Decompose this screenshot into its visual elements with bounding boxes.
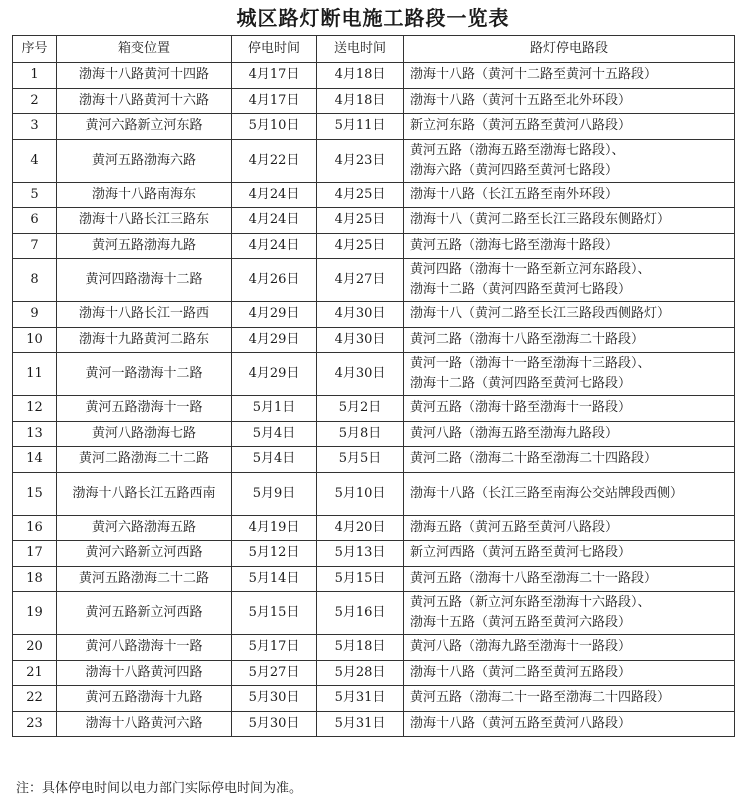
table-row bbox=[13, 63, 735, 89]
row-number: 14 bbox=[13, 447, 57, 473]
power-off-date: 4月29日 bbox=[232, 327, 317, 353]
table-row bbox=[13, 182, 735, 208]
transformer-location: 黄河五路渤海九路 bbox=[57, 233, 232, 259]
affected-road-section: 渤海十八路（长江三路至南海公交站牌段西侧） bbox=[404, 472, 735, 515]
table-row bbox=[13, 660, 735, 686]
transformer-location: 黄河六路新立河东路 bbox=[57, 114, 232, 140]
transformer-location: 渤海十八路长江三路东 bbox=[57, 208, 232, 234]
column-header-transformer-location: 箱变位置 bbox=[57, 36, 232, 63]
transformer-location: 黄河六路渤海五路 bbox=[57, 515, 232, 541]
transformer-location: 黄河八路渤海七路 bbox=[57, 421, 232, 447]
power-off-date: 5月1日 bbox=[232, 396, 317, 422]
column-header-power-on-date: 送电时间 bbox=[317, 36, 404, 63]
power-off-date: 5月9日 bbox=[232, 472, 317, 515]
power-on-date: 5月16日 bbox=[317, 592, 404, 635]
table-row bbox=[13, 711, 735, 737]
table-row bbox=[13, 114, 735, 140]
power-off-date: 5月14日 bbox=[232, 566, 317, 592]
power-on-date: 4月25日 bbox=[317, 208, 404, 234]
power-on-date: 4月18日 bbox=[317, 63, 404, 89]
table-row bbox=[13, 208, 735, 234]
power-off-date: 4月29日 bbox=[232, 353, 317, 396]
power-on-date: 4月30日 bbox=[317, 302, 404, 328]
table-row bbox=[13, 515, 735, 541]
affected-road-section: 黄河五路（渤海五路至渤海七路段）、 渤海六路（黄河四路至黄河七路段） bbox=[404, 139, 735, 182]
footnote: 注：具体停电时间以电力部门实际停电时间为准。 bbox=[16, 781, 303, 796]
affected-road-section: 黄河五路（渤海二十一路至渤海二十四路段） bbox=[404, 686, 735, 712]
page-title: 城区路灯断电施工路段一览表 bbox=[236, 6, 510, 30]
affected-road-section: 新立河东路（黄河五路至黄河八路段） bbox=[404, 114, 735, 140]
power-on-date: 5月31日 bbox=[317, 686, 404, 712]
power-off-date: 4月17日 bbox=[232, 63, 317, 89]
row-number: 13 bbox=[13, 421, 57, 447]
table-row bbox=[13, 421, 735, 447]
power-off-date: 5月15日 bbox=[232, 592, 317, 635]
power-on-date: 5月15日 bbox=[317, 566, 404, 592]
affected-road-section: 渤海十八路（黄河五路至黄河八路段） bbox=[404, 711, 735, 737]
row-number: 2 bbox=[13, 88, 57, 114]
table-row bbox=[13, 592, 735, 635]
affected-road-section: 渤海十八路（黄河十二路至黄河十五路段） bbox=[404, 63, 735, 89]
power-off-date: 5月4日 bbox=[232, 421, 317, 447]
row-number: 11 bbox=[13, 353, 57, 396]
power-on-date: 5月5日 bbox=[317, 447, 404, 473]
transformer-location: 渤海十九路黄河二路东 bbox=[57, 327, 232, 353]
affected-road-section: 黄河八路（渤海五路至渤海九路段） bbox=[404, 421, 735, 447]
row-number: 6 bbox=[13, 208, 57, 234]
table-row bbox=[13, 233, 735, 259]
power-on-date: 4月25日 bbox=[317, 182, 404, 208]
column-header-affected-road-section: 路灯停电路段 bbox=[404, 36, 735, 63]
transformer-location: 黄河五路渤海六路 bbox=[57, 139, 232, 182]
power-on-date: 5月13日 bbox=[317, 541, 404, 567]
affected-road-section: 渤海五路（黄河五路至黄河八路段） bbox=[404, 515, 735, 541]
table-row bbox=[13, 353, 735, 396]
affected-road-section: 黄河四路（渤海十一路至新立河东路段）、 渤海十二路（黄河四路至黄河七路段） bbox=[404, 259, 735, 302]
affected-road-section: 黄河二路（渤海十八路至渤海二十路段） bbox=[404, 327, 735, 353]
affected-road-section: 黄河五路（渤海七路至渤海十路段） bbox=[404, 233, 735, 259]
table-row bbox=[13, 686, 735, 712]
power-off-date: 5月12日 bbox=[232, 541, 317, 567]
row-number: 20 bbox=[13, 635, 57, 661]
row-number: 3 bbox=[13, 114, 57, 140]
transformer-location: 渤海十八路长江一路西 bbox=[57, 302, 232, 328]
column-header-number: 序号 bbox=[13, 36, 57, 63]
table-row bbox=[13, 396, 735, 422]
affected-road-section: 黄河五路（渤海十八路至渤海二十一路段） bbox=[404, 566, 735, 592]
power-off-date: 4月17日 bbox=[232, 88, 317, 114]
power-off-date: 5月10日 bbox=[232, 114, 317, 140]
power-off-date: 5月4日 bbox=[232, 447, 317, 473]
power-on-date: 5月8日 bbox=[317, 421, 404, 447]
power-off-date: 4月24日 bbox=[232, 182, 317, 208]
affected-road-section: 黄河二路（渤海二十路至渤海二十四路段） bbox=[404, 447, 735, 473]
affected-road-section: 黄河一路（渤海十一路至渤海十三路段）、 渤海十二路（黄河四路至黄河七路段） bbox=[404, 353, 735, 396]
affected-road-section: 新立河西路（黄河五路至黄河七路段） bbox=[404, 541, 735, 567]
power-off-date: 4月24日 bbox=[232, 233, 317, 259]
row-number: 8 bbox=[13, 259, 57, 302]
power-on-date: 4月20日 bbox=[317, 515, 404, 541]
transformer-location: 渤海十八路黄河四路 bbox=[57, 660, 232, 686]
affected-road-section: 渤海十八（黄河二路至长江三路段西侧路灯） bbox=[404, 302, 735, 328]
affected-road-section: 渤海十八路（黄河二路至黄河五路段） bbox=[404, 660, 735, 686]
power-on-date: 4月25日 bbox=[317, 233, 404, 259]
table-row bbox=[13, 541, 735, 567]
power-on-date: 4月30日 bbox=[317, 353, 404, 396]
table-row bbox=[13, 472, 735, 515]
row-number: 16 bbox=[13, 515, 57, 541]
power-off-date: 4月26日 bbox=[232, 259, 317, 302]
power-off-date: 4月29日 bbox=[232, 302, 317, 328]
power-on-date: 4月23日 bbox=[317, 139, 404, 182]
row-number: 12 bbox=[13, 396, 57, 422]
table-row bbox=[13, 302, 735, 328]
row-number: 4 bbox=[13, 139, 57, 182]
transformer-location: 黄河六路新立河西路 bbox=[57, 541, 232, 567]
power-on-date: 5月31日 bbox=[317, 711, 404, 737]
transformer-location: 黄河一路渤海十二路 bbox=[57, 353, 232, 396]
row-number: 1 bbox=[13, 63, 57, 89]
table-row bbox=[13, 259, 735, 302]
row-number: 5 bbox=[13, 182, 57, 208]
table-row bbox=[13, 635, 735, 661]
row-number: 15 bbox=[13, 472, 57, 515]
transformer-location: 渤海十八路南海东 bbox=[57, 182, 232, 208]
transformer-location: 渤海十八路长江五路西南 bbox=[57, 472, 232, 515]
affected-road-section: 渤海十八路（长江五路至南外环段） bbox=[404, 182, 735, 208]
power-on-date: 4月27日 bbox=[317, 259, 404, 302]
affected-road-section: 黄河五路（新立河东路至渤海十六路段）、 渤海十五路（黄河五路至黄河六路段） bbox=[404, 592, 735, 635]
table-header-row bbox=[13, 36, 735, 63]
row-number: 21 bbox=[13, 660, 57, 686]
transformer-location: 渤海十八路黄河六路 bbox=[57, 711, 232, 737]
power-on-date: 5月28日 bbox=[317, 660, 404, 686]
table-row bbox=[13, 566, 735, 592]
row-number: 9 bbox=[13, 302, 57, 328]
row-number: 17 bbox=[13, 541, 57, 567]
transformer-location: 黄河五路渤海十九路 bbox=[57, 686, 232, 712]
affected-road-section: 渤海十八路（黄河十五路至北外环段） bbox=[404, 88, 735, 114]
transformer-location: 黄河五路渤海二十二路 bbox=[57, 566, 232, 592]
power-on-date: 4月30日 bbox=[317, 327, 404, 353]
table-row bbox=[13, 447, 735, 473]
row-number: 22 bbox=[13, 686, 57, 712]
transformer-location: 黄河四路渤海十二路 bbox=[57, 259, 232, 302]
transformer-location: 黄河二路渤海二十二路 bbox=[57, 447, 232, 473]
row-number: 10 bbox=[13, 327, 57, 353]
transformer-location: 黄河八路渤海十一路 bbox=[57, 635, 232, 661]
table-row bbox=[13, 88, 735, 114]
affected-road-section: 黄河五路（渤海十路至渤海十一路段） bbox=[404, 396, 735, 422]
row-number: 18 bbox=[13, 566, 57, 592]
power-on-date: 5月18日 bbox=[317, 635, 404, 661]
power-off-date: 5月30日 bbox=[232, 686, 317, 712]
row-number: 7 bbox=[13, 233, 57, 259]
affected-road-section: 黄河八路（渤海九路至渤海十一路段） bbox=[404, 635, 735, 661]
power-off-date: 5月27日 bbox=[232, 660, 317, 686]
row-number: 23 bbox=[13, 711, 57, 737]
transformer-location: 黄河五路新立河西路 bbox=[57, 592, 232, 635]
table-row bbox=[13, 327, 735, 353]
outage-table bbox=[12, 35, 735, 737]
transformer-location: 黄河五路渤海十一路 bbox=[57, 396, 232, 422]
power-on-date: 5月11日 bbox=[317, 114, 404, 140]
power-on-date: 5月2日 bbox=[317, 396, 404, 422]
transformer-location: 渤海十八路黄河十六路 bbox=[57, 88, 232, 114]
power-off-date: 4月19日 bbox=[232, 515, 317, 541]
power-off-date: 5月17日 bbox=[232, 635, 317, 661]
table-row bbox=[13, 139, 735, 182]
transformer-location: 渤海十八路黄河十四路 bbox=[57, 63, 232, 89]
power-on-date: 4月18日 bbox=[317, 88, 404, 114]
affected-road-section: 渤海十八（黄河二路至长江三路段东侧路灯） bbox=[404, 208, 735, 234]
row-number: 19 bbox=[13, 592, 57, 635]
power-off-date: 4月22日 bbox=[232, 139, 317, 182]
power-off-date: 5月30日 bbox=[232, 711, 317, 737]
power-off-date: 4月24日 bbox=[232, 208, 317, 234]
power-on-date: 5月10日 bbox=[317, 472, 404, 515]
column-header-power-off-date: 停电时间 bbox=[232, 36, 317, 63]
